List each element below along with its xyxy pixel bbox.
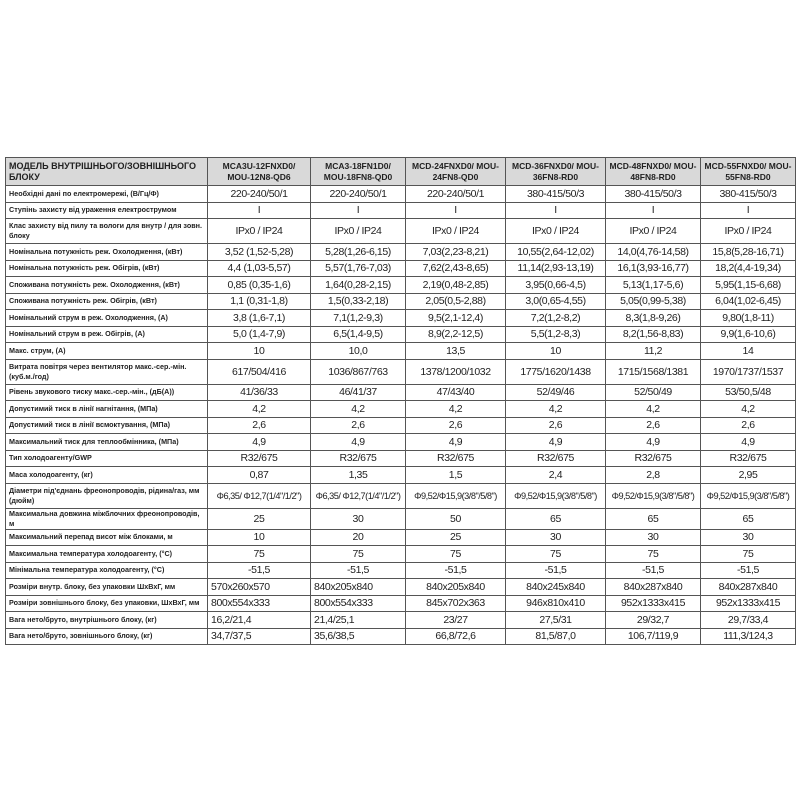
cell-value: -51,5 <box>311 562 406 579</box>
cell-value: 10,0 <box>311 343 406 360</box>
cell-value: 1,5 <box>406 467 506 484</box>
cell-value: I <box>208 202 311 219</box>
cell-value: 1378/1200/1032 <box>406 359 506 384</box>
cell-value: IPx0 / IP24 <box>406 219 506 244</box>
table-row <box>6 417 796 434</box>
cell-value: 380-415/50/3 <box>606 186 701 203</box>
cell-value: 4,9 <box>606 434 701 451</box>
cell-value: 946x810x410 <box>506 595 606 612</box>
table-row <box>6 595 796 612</box>
cell-value: 3,0(0,65-4,55) <box>506 293 606 310</box>
cell-value: 111,3/124,3 <box>701 628 796 645</box>
cell-value: 1,1 (0,31-1,8) <box>208 293 311 310</box>
row-label: Необхідні дані по електромережі, (В/Гц/Ф) <box>6 186 208 203</box>
cell-value: 30 <box>506 529 606 546</box>
row-label: Клас захисту від пилу та вологи для внутр / для зовн. блоку <box>6 219 208 244</box>
cell-value: 1970/1737/1537 <box>701 359 796 384</box>
cell-value: 6,04(1,02-6,45) <box>701 293 796 310</box>
cell-value: 11,14(2,93-13,19) <box>506 260 606 277</box>
row-label: Номінальна потужність реж. Обігрів, (кВт) <box>6 260 208 277</box>
cell-value: 9,9(1,6-10,6) <box>701 326 796 343</box>
table-row <box>6 450 796 467</box>
cell-value: 5,28(1,26-6,15) <box>311 244 406 261</box>
row-label: Розміри внутр. блоку, без упаковки ШхВхГ, мм <box>6 579 208 596</box>
cell-value: 75 <box>701 546 796 563</box>
table-row <box>6 612 796 629</box>
row-label: Номінальний струм в реж. Обігрів, (А) <box>6 326 208 343</box>
cell-value: 75 <box>406 546 506 563</box>
cell-value: 75 <box>208 546 311 563</box>
cell-value: 6,5(1,4-9,5) <box>311 326 406 343</box>
cell-value: 2,8 <box>606 467 701 484</box>
cell-value: 0,87 <box>208 467 311 484</box>
cell-value: 7,03(2,23-8,21) <box>406 244 506 261</box>
cell-value: -51,5 <box>208 562 311 579</box>
cell-value: 7,62(2,43-8,65) <box>406 260 506 277</box>
cell-value: 30 <box>606 529 701 546</box>
cell-value: 50 <box>406 508 506 529</box>
cell-value: 65 <box>606 508 701 529</box>
cell-value: Φ9,52/Φ15,9(3/8"/5/8") <box>701 483 796 508</box>
cell-value: 5,57(1,76-7,03) <box>311 260 406 277</box>
cell-value: Φ9,52/Φ15,9(3/8"/5/8") <box>506 483 606 508</box>
cell-value: 8,9(2,2-12,5) <box>406 326 506 343</box>
cell-value: 10 <box>506 343 606 360</box>
cell-value: 53/50,5/48 <box>701 384 796 401</box>
table-row <box>6 277 796 294</box>
row-label: Максимальна температура холодоагенту, (°С) <box>6 546 208 563</box>
cell-value: 2,6 <box>311 417 406 434</box>
cell-value: I <box>606 202 701 219</box>
model-header: MCD-36FNXD0/ MOU-36FN8-RD0 <box>506 158 606 186</box>
specifications-table <box>5 157 796 645</box>
cell-value: 11,2 <box>606 343 701 360</box>
cell-value: 4,9 <box>311 434 406 451</box>
cell-value: 16,1(3,93-16,77) <box>606 260 701 277</box>
cell-value: 7,2(1,2-8,2) <box>506 310 606 327</box>
row-label: Споживана потужність реж. Обігрів, (кВт) <box>6 293 208 310</box>
row-label: Тип холодоагенту/GWP <box>6 450 208 467</box>
cell-value: 2,95 <box>701 467 796 484</box>
row-label: Вага нето/бруто, зовнішнього блоку, (кг) <box>6 628 208 645</box>
cell-value: 2,6 <box>606 417 701 434</box>
cell-value: 2,6 <box>406 417 506 434</box>
table-row <box>6 401 796 418</box>
cell-value: 220-240/50/1 <box>208 186 311 203</box>
table-row <box>6 326 796 343</box>
cell-value: 10 <box>208 529 311 546</box>
cell-value: -51,5 <box>606 562 701 579</box>
model-header: MCD-24FNXD0/ MOU-24FN8-QD0 <box>406 158 506 186</box>
cell-value: 52/49/46 <box>506 384 606 401</box>
cell-value: 20 <box>311 529 406 546</box>
cell-value: 840x287x840 <box>701 579 796 596</box>
cell-value: 840x205x840 <box>311 579 406 596</box>
cell-value: 75 <box>311 546 406 563</box>
cell-value: 65 <box>506 508 606 529</box>
row-label: Номінальна потужність реж. Охолодження, (кВт) <box>6 244 208 261</box>
cell-value: 10 <box>208 343 311 360</box>
table-row <box>6 359 796 384</box>
cell-value: 35,6/38,5 <box>311 628 406 645</box>
cell-value: 23/27 <box>406 612 506 629</box>
row-label: Ступінь захисту від ураження електрострумом <box>6 202 208 219</box>
cell-value: 27,5/31 <box>506 612 606 629</box>
cell-value: 840x287x840 <box>606 579 701 596</box>
row-label: Рівень звукового тиску макс.-сер.-мін., (дБ(А)) <box>6 384 208 401</box>
cell-value: 41/36/33 <box>208 384 311 401</box>
row-label: Розміри зовнішнього блоку, без упаковки, ШхВхГ, мм <box>6 595 208 612</box>
table-row <box>6 508 796 529</box>
table-row <box>6 483 796 508</box>
cell-value: 0,85 (0,35-1,6) <box>208 277 311 294</box>
cell-value: 2,05(0,5-2,88) <box>406 293 506 310</box>
cell-value: 29/32,7 <box>606 612 701 629</box>
cell-value: 840x205x840 <box>406 579 506 596</box>
table-row <box>6 202 796 219</box>
cell-value: IPx0 / IP24 <box>208 219 311 244</box>
table-row <box>6 628 796 645</box>
cell-value: 380-415/50/3 <box>506 186 606 203</box>
cell-value: IPx0 / IP24 <box>701 219 796 244</box>
cell-value: 952x1333x415 <box>606 595 701 612</box>
cell-value: 800x554x333 <box>311 595 406 612</box>
table-row <box>6 562 796 579</box>
cell-value: 800x554x333 <box>208 595 311 612</box>
cell-value: 9,5(2,1-12,4) <box>406 310 506 327</box>
table-row <box>6 343 796 360</box>
cell-value: 4,9 <box>701 434 796 451</box>
cell-value: I <box>311 202 406 219</box>
cell-value: 2,6 <box>506 417 606 434</box>
cell-value: 75 <box>506 546 606 563</box>
cell-value: 845x702x363 <box>406 595 506 612</box>
cell-value: R32/675 <box>506 450 606 467</box>
row-label: Споживана потужність реж. Охолодження, (кВт) <box>6 277 208 294</box>
cell-value: 4,2 <box>311 401 406 418</box>
cell-value: 380-415/50/3 <box>701 186 796 203</box>
cell-value: 34,7/37,5 <box>208 628 311 645</box>
cell-value: 106,7/119,9 <box>606 628 701 645</box>
cell-value: 1,5(0,33-2,18) <box>311 293 406 310</box>
cell-value: 18,2(4,4-19,34) <box>701 260 796 277</box>
table-row <box>6 384 796 401</box>
row-label: Макс. струм, (А) <box>6 343 208 360</box>
cell-value: I <box>506 202 606 219</box>
table-row <box>6 467 796 484</box>
header-row <box>6 158 796 186</box>
cell-value: 617/504/416 <box>208 359 311 384</box>
table-row <box>6 293 796 310</box>
cell-value: R32/675 <box>701 450 796 467</box>
cell-value: 5,0 (1,4-7,9) <box>208 326 311 343</box>
row-label: Вага нето/бруто, внутрішнього блоку, (кг) <box>6 612 208 629</box>
model-header: MCD-48FNXD0/ MOU-48FN8-RD0 <box>606 158 701 186</box>
cell-value: -51,5 <box>406 562 506 579</box>
table-row <box>6 310 796 327</box>
cell-value: 3,95(0,66-4,5) <box>506 277 606 294</box>
row-label: Діаметри під'єднань фреонопроводів, рідина/газ, мм (дюйм) <box>6 483 208 508</box>
cell-value: 16,2/21,4 <box>208 612 311 629</box>
cell-value: 840x245x840 <box>506 579 606 596</box>
row-label: Максимальний тиск для теплообмінника, (МПа) <box>6 434 208 451</box>
cell-value: 4,2 <box>506 401 606 418</box>
cell-value: -51,5 <box>701 562 796 579</box>
cell-value: R32/675 <box>311 450 406 467</box>
cell-value: Φ6,35/ Φ12,7(1/4"/1/2") <box>208 483 311 508</box>
cell-value: 3,8 (1,6-7,1) <box>208 310 311 327</box>
cell-value: Φ9,52/Φ15,9(3/8"/5/8") <box>406 483 506 508</box>
cell-value: IPx0 / IP24 <box>606 219 701 244</box>
cell-value: 5,5(1,2-8,3) <box>506 326 606 343</box>
cell-value: 30 <box>701 529 796 546</box>
cell-value: 1036/867/763 <box>311 359 406 384</box>
cell-value: 46/41/37 <box>311 384 406 401</box>
cell-value: 4,2 <box>406 401 506 418</box>
model-header: MCA3U-12FNXD0/ MOU-12N8-QD6 <box>208 158 311 186</box>
table-row <box>6 260 796 277</box>
cell-value: 7,1(1,2-9,3) <box>311 310 406 327</box>
cell-value: 1715/1568/1381 <box>606 359 701 384</box>
cell-value: R32/675 <box>606 450 701 467</box>
cell-value: Φ9,52/Φ15,9(3/8"/5/8") <box>606 483 701 508</box>
table-row <box>6 546 796 563</box>
table-row <box>6 529 796 546</box>
cell-value: IPx0 / IP24 <box>506 219 606 244</box>
cell-value: 65 <box>701 508 796 529</box>
cell-value: 52/50/49 <box>606 384 701 401</box>
cell-value: 5,13(1,17-5,6) <box>606 277 701 294</box>
cell-value: 5,95(1,15-6,68) <box>701 277 796 294</box>
cell-value: 2,6 <box>208 417 311 434</box>
row-label: Мінімальна температура холодоагенту, (°С) <box>6 562 208 579</box>
row-label: Максимальна довжина міжблочних фреонопроводів, м <box>6 508 208 529</box>
cell-value: 2,6 <box>701 417 796 434</box>
cell-value: 1775/1620/1438 <box>506 359 606 384</box>
table-row <box>6 244 796 261</box>
cell-value: 4,4 (1,03-5,57) <box>208 260 311 277</box>
row-label: Допустимий тиск в лінії нагнітання, (МПа) <box>6 401 208 418</box>
table-row <box>6 434 796 451</box>
cell-value: 4,9 <box>506 434 606 451</box>
row-label: Номінальний струм в реж. Охолодження, (А) <box>6 310 208 327</box>
cell-value: 2,4 <box>506 467 606 484</box>
model-header: MCD-55FNXD0/ MOU-55FN8-RD0 <box>701 158 796 186</box>
cell-value: 75 <box>606 546 701 563</box>
cell-value: 25 <box>208 508 311 529</box>
cell-value: I <box>701 202 796 219</box>
cell-value: 29,7/33,4 <box>701 612 796 629</box>
cell-value: R32/675 <box>406 450 506 467</box>
header-label: МОДЕЛЬ ВНУТРІШНЬОГО/ЗОВНІШНЬОГО БЛОКУ <box>6 158 208 186</box>
cell-value: 4,9 <box>406 434 506 451</box>
cell-value: R32/675 <box>208 450 311 467</box>
cell-value: 15,8(5,28-16,71) <box>701 244 796 261</box>
cell-value: 25 <box>406 529 506 546</box>
cell-value: 4,9 <box>208 434 311 451</box>
cell-value: 220-240/50/1 <box>311 186 406 203</box>
cell-value: 14 <box>701 343 796 360</box>
cell-value: I <box>406 202 506 219</box>
row-label: Маса холодоагенту, (кг) <box>6 467 208 484</box>
cell-value: 4,2 <box>208 401 311 418</box>
row-label: Допустимий тиск в лінії всмоктування, (МПа) <box>6 417 208 434</box>
cell-value: 14,0(4,76-14,58) <box>606 244 701 261</box>
cell-value: IPx0 / IP24 <box>311 219 406 244</box>
cell-value: 8,3(1,8-9,26) <box>606 310 701 327</box>
cell-value: 10,55(2,64-12,02) <box>506 244 606 261</box>
cell-value: 1,35 <box>311 467 406 484</box>
cell-value: 30 <box>311 508 406 529</box>
cell-value: Φ6,35/ Φ12,7(1/4"/1/2") <box>311 483 406 508</box>
row-label: Максимальний перепад висот між блоками, м <box>6 529 208 546</box>
cell-value: 13,5 <box>406 343 506 360</box>
cell-value: 1,64(0,28-2,15) <box>311 277 406 294</box>
cell-value: 21,4/25,1 <box>311 612 406 629</box>
cell-value: 4,2 <box>701 401 796 418</box>
model-header: MCA3-18FN1D0/ MOU-18FN8-QD0 <box>311 158 406 186</box>
cell-value: 2,19(0,48-2,85) <box>406 277 506 294</box>
cell-value: 3,52 (1,52-5,28) <box>208 244 311 261</box>
cell-value: 81,5/87,0 <box>506 628 606 645</box>
row-label: Витрата повітря через вентилятор макс.-сер.-мін. (куб.м./год) <box>6 359 208 384</box>
cell-value: -51,5 <box>506 562 606 579</box>
cell-value: 570x260x570 <box>208 579 311 596</box>
cell-value: 47/43/40 <box>406 384 506 401</box>
cell-value: 9,80(1,8-11) <box>701 310 796 327</box>
cell-value: 952x1333x415 <box>701 595 796 612</box>
cell-value: 8,2(1,56-8,83) <box>606 326 701 343</box>
table-row <box>6 186 796 203</box>
cell-value: 220-240/50/1 <box>406 186 506 203</box>
cell-value: 66,8/72,6 <box>406 628 506 645</box>
table-row <box>6 579 796 596</box>
cell-value: 4,2 <box>606 401 701 418</box>
cell-value: 5,05(0,99-5,38) <box>606 293 701 310</box>
table-row <box>6 219 796 244</box>
